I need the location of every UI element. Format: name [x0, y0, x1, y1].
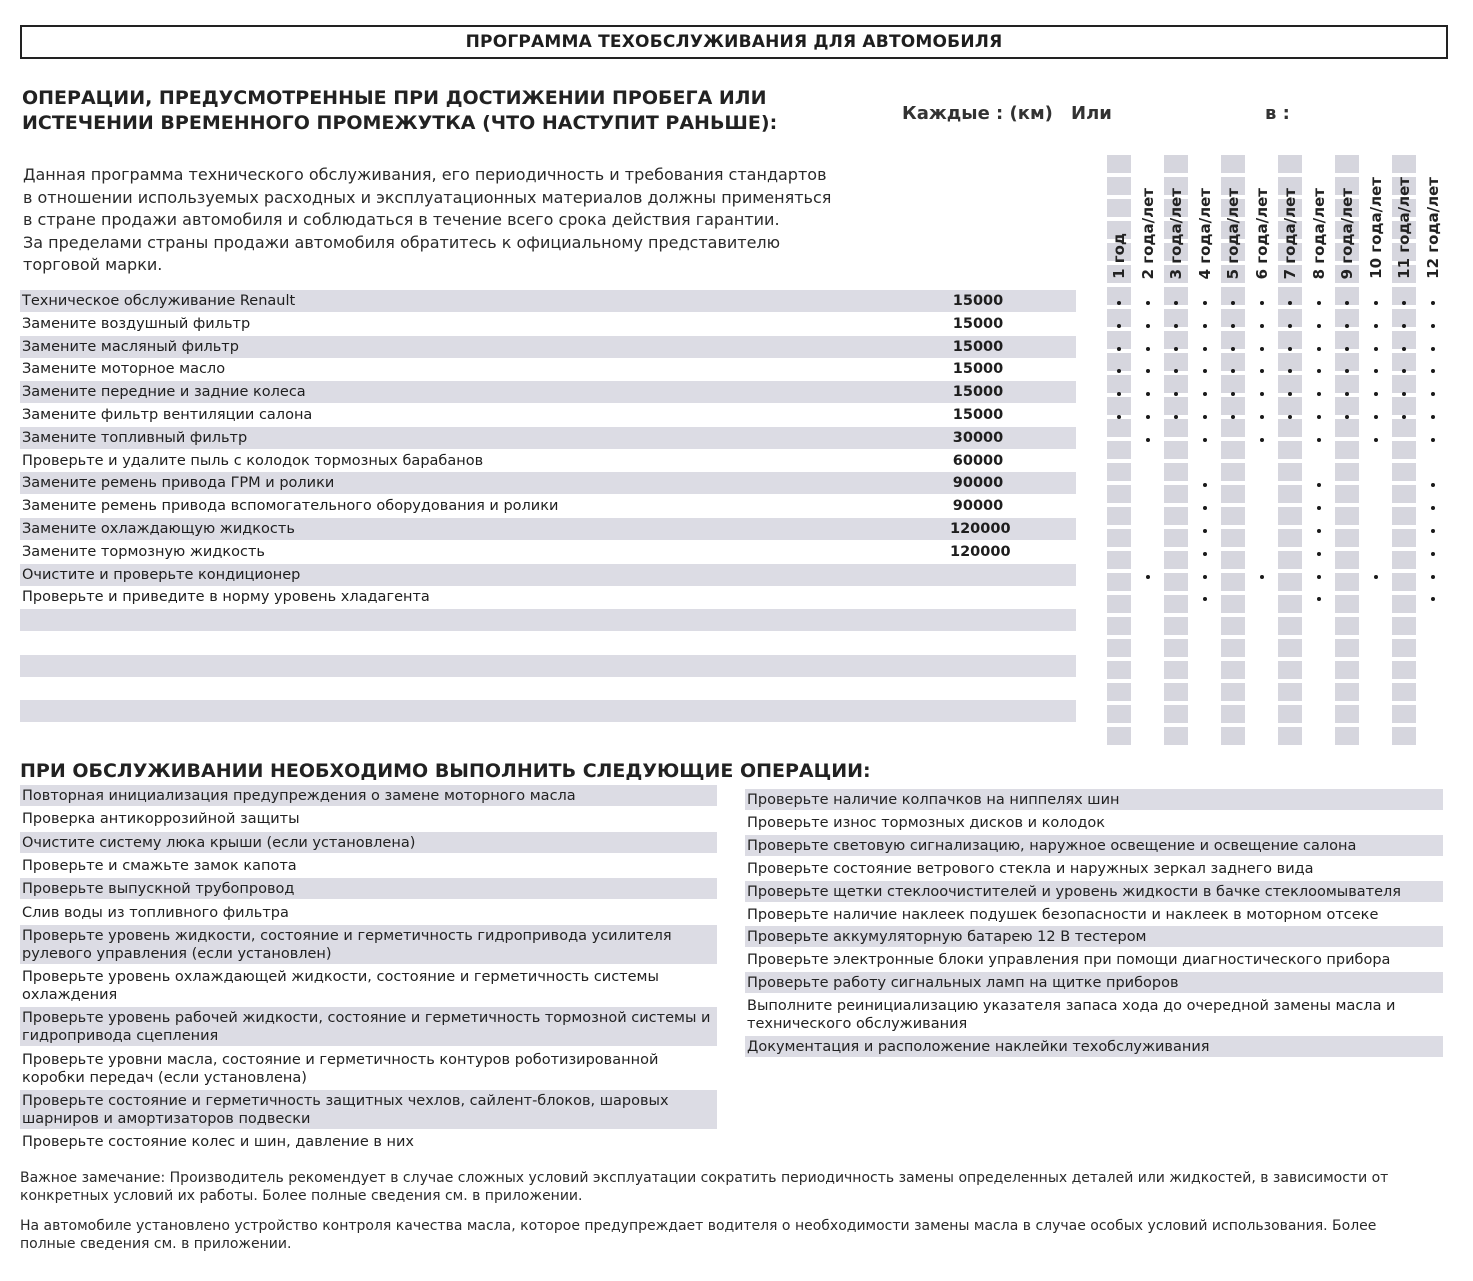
- check-item: [20, 1007, 717, 1046]
- intro-line: Данная программа технического обслуживания, его периодичность и требования стандартов: [23, 165, 827, 184]
- table-row: [20, 564, 1076, 586]
- operation-label: Замените моторное масло: [22, 361, 226, 378]
- check-item: [745, 995, 1443, 1034]
- table-row: [20, 541, 1076, 563]
- check-item: [20, 808, 717, 829]
- table-row: [20, 427, 1076, 449]
- note-paragraph: [20, 1217, 1440, 1253]
- year-column: [1335, 155, 1359, 749]
- schedule-dot: [1345, 347, 1349, 351]
- schedule-dot: [1317, 438, 1321, 442]
- schedule-dot: [1345, 415, 1349, 419]
- schedule-dot: [1203, 415, 1207, 419]
- check-item-line: технического обслуживания: [747, 1016, 968, 1033]
- year-label: 9 года/лет: [1338, 187, 1356, 279]
- check-item-line: Проверьте наличие наклеек подушек безопасности и наклеек в моторном отсеке: [747, 906, 1379, 923]
- year-label-wrap: [1193, 169, 1217, 279]
- schedule-dot: [1374, 575, 1378, 579]
- check-item-line: Проверьте и смажьте замок капота: [22, 857, 297, 874]
- table-row: [20, 586, 1076, 608]
- schedule-dot: [1146, 575, 1150, 579]
- check-item-line: Проверьте уровень жидкости, состояние и герметичность гидропривода усилителя: [22, 927, 672, 944]
- operation-label: Замените тормозную жидкость: [22, 543, 265, 560]
- schedule-dot: [1117, 324, 1121, 328]
- operation-label: Замените фильтр вентиляции салона: [22, 407, 313, 423]
- check-item: [20, 966, 717, 1005]
- intro-line: в стране продажи автомобиля и соблюдаться в течение всего срока действия гарантии.: [23, 210, 780, 229]
- check-item-line: Проверьте аккумуляторную батарею 12 В тестером: [747, 929, 1147, 946]
- schedule-dot: [1374, 438, 1378, 442]
- operation-km: 60000: [952, 452, 1004, 469]
- schedule-dot: [1431, 529, 1435, 533]
- schedule-dot: [1288, 301, 1292, 305]
- check-item: [20, 832, 717, 853]
- or-label: Или: [1071, 103, 1112, 124]
- operation-label: Замените масляный фильтр: [22, 338, 239, 355]
- intro-line: в отношении используемых расходных и эксплуатационных материалов должны применяться: [23, 187, 832, 207]
- operation-label: Проверьте и приведите в норму уровень хладагента: [22, 589, 430, 606]
- year-column: [1307, 155, 1331, 749]
- operation-km: 15000: [952, 384, 1004, 401]
- page-title: ПРОГРАММА ТЕХОБСЛУЖИВАНИЯ ДЛЯ АВТОМОБИЛЯ: [20, 25, 1448, 59]
- table-row: [20, 518, 1076, 540]
- empty-row: [20, 655, 1076, 677]
- check-item-line: рулевого управления (если установлен): [22, 945, 332, 962]
- check-item: [20, 1090, 717, 1129]
- schedule-dot: [1431, 347, 1435, 351]
- schedule-dot: [1288, 415, 1292, 419]
- year-label: 1 год: [1110, 233, 1128, 279]
- operation-km: 15000: [952, 361, 1004, 378]
- year-label: 8 года/лет: [1310, 187, 1328, 279]
- operation-km: 15000: [952, 338, 1004, 355]
- operation-label: Очистите и проверьте кондиционер: [22, 566, 301, 583]
- table-row: [20, 472, 1076, 494]
- schedule-dot: [1203, 324, 1207, 328]
- empty-row: [20, 632, 1076, 654]
- schedule-dot: [1260, 347, 1264, 351]
- check-item-line: Проверьте уровень рабочей жидкости, состояние и герметичность тормозной системы и: [22, 1010, 711, 1027]
- year-label-wrap: [1136, 169, 1160, 279]
- year-label: 7 года/лет: [1281, 187, 1299, 279]
- schedule-dot: [1374, 347, 1378, 351]
- schedule-dot: [1203, 575, 1207, 579]
- year-label: 2 года/лет: [1139, 187, 1157, 279]
- schedule-dot: [1203, 438, 1207, 442]
- check-item-line: Слив воды из топливного фильтра: [22, 904, 289, 921]
- schedule-dot: [1317, 575, 1321, 579]
- intro-paragraph: [23, 164, 903, 277]
- operation-km: 15000: [952, 315, 1004, 332]
- operation-label: Техническое обслуживание Renault: [22, 293, 296, 309]
- schedule-dot: [1288, 347, 1292, 351]
- check-item-line: Документация и расположение наклейки техобслуживания: [747, 1039, 1210, 1055]
- schedule-dot: [1231, 324, 1235, 328]
- section-heading-line: ОПЕРАЦИИ, ПРЕДУСМОТРЕННЫЕ ПРИ ДОСТИЖЕНИИ ПРОБЕГА ИЛИ: [22, 87, 767, 109]
- year-label-wrap: [1335, 169, 1359, 279]
- check-item: [20, 902, 717, 923]
- section-heading: [22, 86, 777, 136]
- schedule-dot: [1117, 415, 1121, 419]
- schedule-dot: [1317, 301, 1321, 305]
- schedule-dot: [1146, 347, 1150, 351]
- year-label-wrap: [1307, 169, 1331, 279]
- schedule-dot: [1260, 415, 1264, 419]
- table-row: [20, 495, 1076, 517]
- schedule-dot: [1231, 347, 1235, 351]
- schedule-dot: [1431, 301, 1435, 305]
- check-item: [745, 926, 1443, 947]
- check-item-line: Проверьте выпускной трубопровод: [22, 881, 295, 898]
- schedule-dot: [1146, 301, 1150, 305]
- schedule-dot: [1374, 324, 1378, 328]
- year-column: [1278, 155, 1302, 749]
- check-item: [745, 789, 1443, 810]
- year-label-wrap: [1278, 169, 1302, 279]
- check-item-line: гидропривода сцепления: [22, 1028, 219, 1045]
- year-label-wrap: [1107, 169, 1131, 279]
- year-column: [1221, 155, 1245, 749]
- operation-label: Замените охлаждающую жидкость: [22, 521, 295, 537]
- operation-label: Проверьте и удалите пыль с колодок тормозных барабанов: [22, 452, 484, 469]
- operation-km: 30000: [952, 429, 1004, 446]
- year-label: 4 года/лет: [1196, 187, 1214, 279]
- schedule-dot: [1203, 529, 1207, 533]
- check-item: [745, 972, 1443, 993]
- check-item: [745, 858, 1443, 879]
- every-km-label: Каждые : (км): [902, 103, 1053, 124]
- intro-line: За пределами страны продажи автомобиля обратитесь к официальному представителю: [23, 232, 781, 252]
- operations-heading: ПРИ ОБСЛУЖИВАНИИ НЕОБХОДИМО ВЫПОЛНИТЬ СЛЕДУЮЩИЕ ОПЕРАЦИИ:: [20, 760, 871, 782]
- check-item: [20, 855, 717, 876]
- check-item-line: Проверьте состояние и герметичность защитных чехлов, сайлент-блоков, шаровых: [22, 1093, 669, 1109]
- check-item-line: Проверьте световую сигнализацию, наружное освещение и освещение салона: [747, 837, 1357, 854]
- operation-label: Замените передние и задние колеса: [22, 384, 306, 401]
- year-label-wrap: [1392, 169, 1416, 279]
- table-row: [20, 381, 1076, 403]
- schedule-dot: [1203, 347, 1207, 351]
- schedule-dot: [1402, 415, 1406, 419]
- table-row: [20, 336, 1076, 358]
- note-line: полные сведения см. в приложении.: [20, 1236, 292, 1252]
- schedule-dot: [1231, 301, 1235, 305]
- check-item: [20, 1049, 717, 1088]
- check-item: [745, 1036, 1443, 1057]
- schedule-dot: [1260, 324, 1264, 328]
- year-label: 6 года/лет: [1253, 187, 1271, 279]
- note-line: На автомобиле установлено устройство контроля качества масла, которое предупреждает водителя о необходимости замены масла в случае особых условий использования. Более: [20, 1218, 1377, 1234]
- schedule-dot: [1117, 301, 1121, 305]
- operation-km: 120000: [950, 543, 1011, 560]
- check-item: [745, 949, 1443, 970]
- operation-km: 120000: [950, 521, 1011, 537]
- schedule-dot: [1431, 552, 1435, 556]
- schedule-dot: [1174, 301, 1178, 305]
- operation-label: Замените воздушный фильтр: [22, 315, 251, 332]
- schedule-dot: [1402, 324, 1406, 328]
- year-label: 10 года/лет: [1367, 177, 1385, 279]
- year-column: [1392, 155, 1416, 749]
- schedule-dot: [1146, 324, 1150, 328]
- check-item: [745, 835, 1443, 856]
- year-label-wrap: [1364, 169, 1388, 279]
- schedule-dot: [1431, 575, 1435, 579]
- schedule-dot: [1231, 415, 1235, 419]
- year-label-wrap: [1221, 169, 1245, 279]
- check-item: [745, 881, 1443, 902]
- operation-km: 90000: [952, 475, 1004, 492]
- schedule-dot: [1317, 552, 1321, 556]
- schedule-dot: [1374, 415, 1378, 419]
- table-row: [20, 358, 1076, 380]
- year-label-wrap: [1164, 169, 1188, 279]
- check-item-line: охлаждения: [22, 987, 118, 1004]
- check-item-line: Проверьте уровни масла, состояние и герметичность контуров роботизированной: [22, 1051, 659, 1068]
- operation-km: 15000: [952, 407, 1004, 423]
- check-item-line: Проверьте состояние ветрового стекла и наружных зеркал заднего вида: [747, 860, 1314, 877]
- in-label: в :: [1265, 103, 1290, 124]
- year-label-wrap: [1250, 169, 1274, 279]
- check-item-line: Проверьте работу сигнальных ламп на щитке приборов: [747, 975, 1179, 992]
- note-line: Важное замечание: Производитель рекомендует в случае сложных условий эксплуатации сократить периодичность замены определенных деталей или жидкостей, в зависимости от: [20, 1170, 1389, 1186]
- schedule-dot: [1345, 301, 1349, 305]
- intro-line: торговой марки.: [23, 255, 163, 274]
- schedule-dot: [1317, 529, 1321, 533]
- check-item-line: Очистите систему люка крыши (если установлена): [22, 834, 416, 851]
- table-row: [20, 450, 1076, 472]
- check-item-line: Повторная инициализация предупреждения о замене моторного масла: [22, 788, 576, 804]
- check-item: [20, 785, 717, 806]
- check-item: [20, 925, 717, 964]
- operation-km: 15000: [952, 293, 1004, 309]
- empty-row: [20, 609, 1076, 631]
- section-heading-line: ИСТЕЧЕНИИ ВРЕМЕННОГО ПРОМЕЖУТКА (ЧТО НАСТУПИТ РАНЬШЕ):: [22, 112, 778, 134]
- note-paragraph: [20, 1169, 1440, 1205]
- schedule-dot: [1431, 438, 1435, 442]
- schedule-dot: [1174, 324, 1178, 328]
- schedule-dot: [1288, 324, 1292, 328]
- operation-label: Замените ремень привода вспомогательного оборудования и ролики: [22, 498, 559, 515]
- operation-km: 90000: [952, 498, 1004, 515]
- check-item-line: Проверьте состояние колес и шин, давление в них: [22, 1134, 415, 1151]
- year-column: [1421, 155, 1445, 749]
- check-item: [20, 878, 717, 899]
- check-item-line: Проверьте наличие колпачков на ниппелях шин: [747, 792, 1120, 808]
- operation-label: Замените ремень привода ГРМ и ролики: [22, 475, 335, 492]
- schedule-dot: [1260, 301, 1264, 305]
- operation-label: Замените топливный фильтр: [22, 429, 248, 446]
- note-line: конкретных условий их работы. Более полные сведения см. в приложении.: [20, 1188, 583, 1204]
- check-item-line: Выполните реинициализацию указателя запаса хода до очередной замены масла и: [747, 998, 1396, 1015]
- year-label: 3 года/лет: [1167, 187, 1185, 279]
- table-row: [20, 404, 1076, 426]
- empty-row: [20, 678, 1076, 700]
- check-item-line: Проверка антикоррозийной защиты: [22, 811, 300, 828]
- year-label: 5 года/лет: [1224, 187, 1242, 279]
- year-label-wrap: [1421, 169, 1445, 279]
- table-row: [20, 313, 1076, 335]
- schedule-dot: [1174, 415, 1178, 419]
- schedule-dot: [1203, 552, 1207, 556]
- table-row: [20, 290, 1076, 312]
- schedule-dot: [1431, 324, 1435, 328]
- schedule-dot: [1260, 438, 1264, 442]
- check-item-line: Проверьте электронные блоки управления при помощи диагностического прибора: [747, 952, 1391, 969]
- year-column: [1364, 155, 1388, 749]
- year-column: [1250, 155, 1274, 749]
- schedule-dot: [1317, 324, 1321, 328]
- check-item: [20, 1131, 717, 1152]
- check-item: [745, 904, 1443, 925]
- schedule-dot: [1374, 301, 1378, 305]
- check-item: [745, 812, 1443, 833]
- check-item-line: коробки передач (если установлена): [22, 1069, 307, 1086]
- schedule-dot: [1431, 415, 1435, 419]
- schedule-dot: [1317, 415, 1321, 419]
- schedule-dot: [1146, 415, 1150, 419]
- year-label: 12 года/лет: [1424, 177, 1442, 279]
- check-item-line: Проверьте износ тормозных дисков и колодок: [747, 814, 1106, 831]
- schedule-dot: [1402, 301, 1406, 305]
- check-item-line: шарниров и амортизаторов подвески: [22, 1111, 311, 1127]
- empty-row: [20, 700, 1076, 722]
- year-column: [1193, 155, 1217, 749]
- schedule-dot: [1146, 438, 1150, 442]
- schedule-dot: [1402, 347, 1406, 351]
- check-item-line: Проверьте уровень охлаждающей жидкости, состояние и герметичность системы: [22, 969, 659, 986]
- schedule-dot: [1203, 301, 1207, 305]
- year-column: [1164, 155, 1188, 749]
- schedule-dot: [1345, 324, 1349, 328]
- year-label: 11 года/лет: [1395, 177, 1413, 279]
- check-item-line: Проверьте щетки стеклоочистителей и уровень жидкости в бачке стеклоомывателя: [747, 883, 1402, 900]
- schedule-dot: [1174, 347, 1178, 351]
- year-column: [1107, 155, 1131, 749]
- schedule-dot: [1317, 347, 1321, 351]
- schedule-dot: [1117, 347, 1121, 351]
- schedule-dot: [1260, 575, 1264, 579]
- year-column: [1136, 155, 1160, 749]
